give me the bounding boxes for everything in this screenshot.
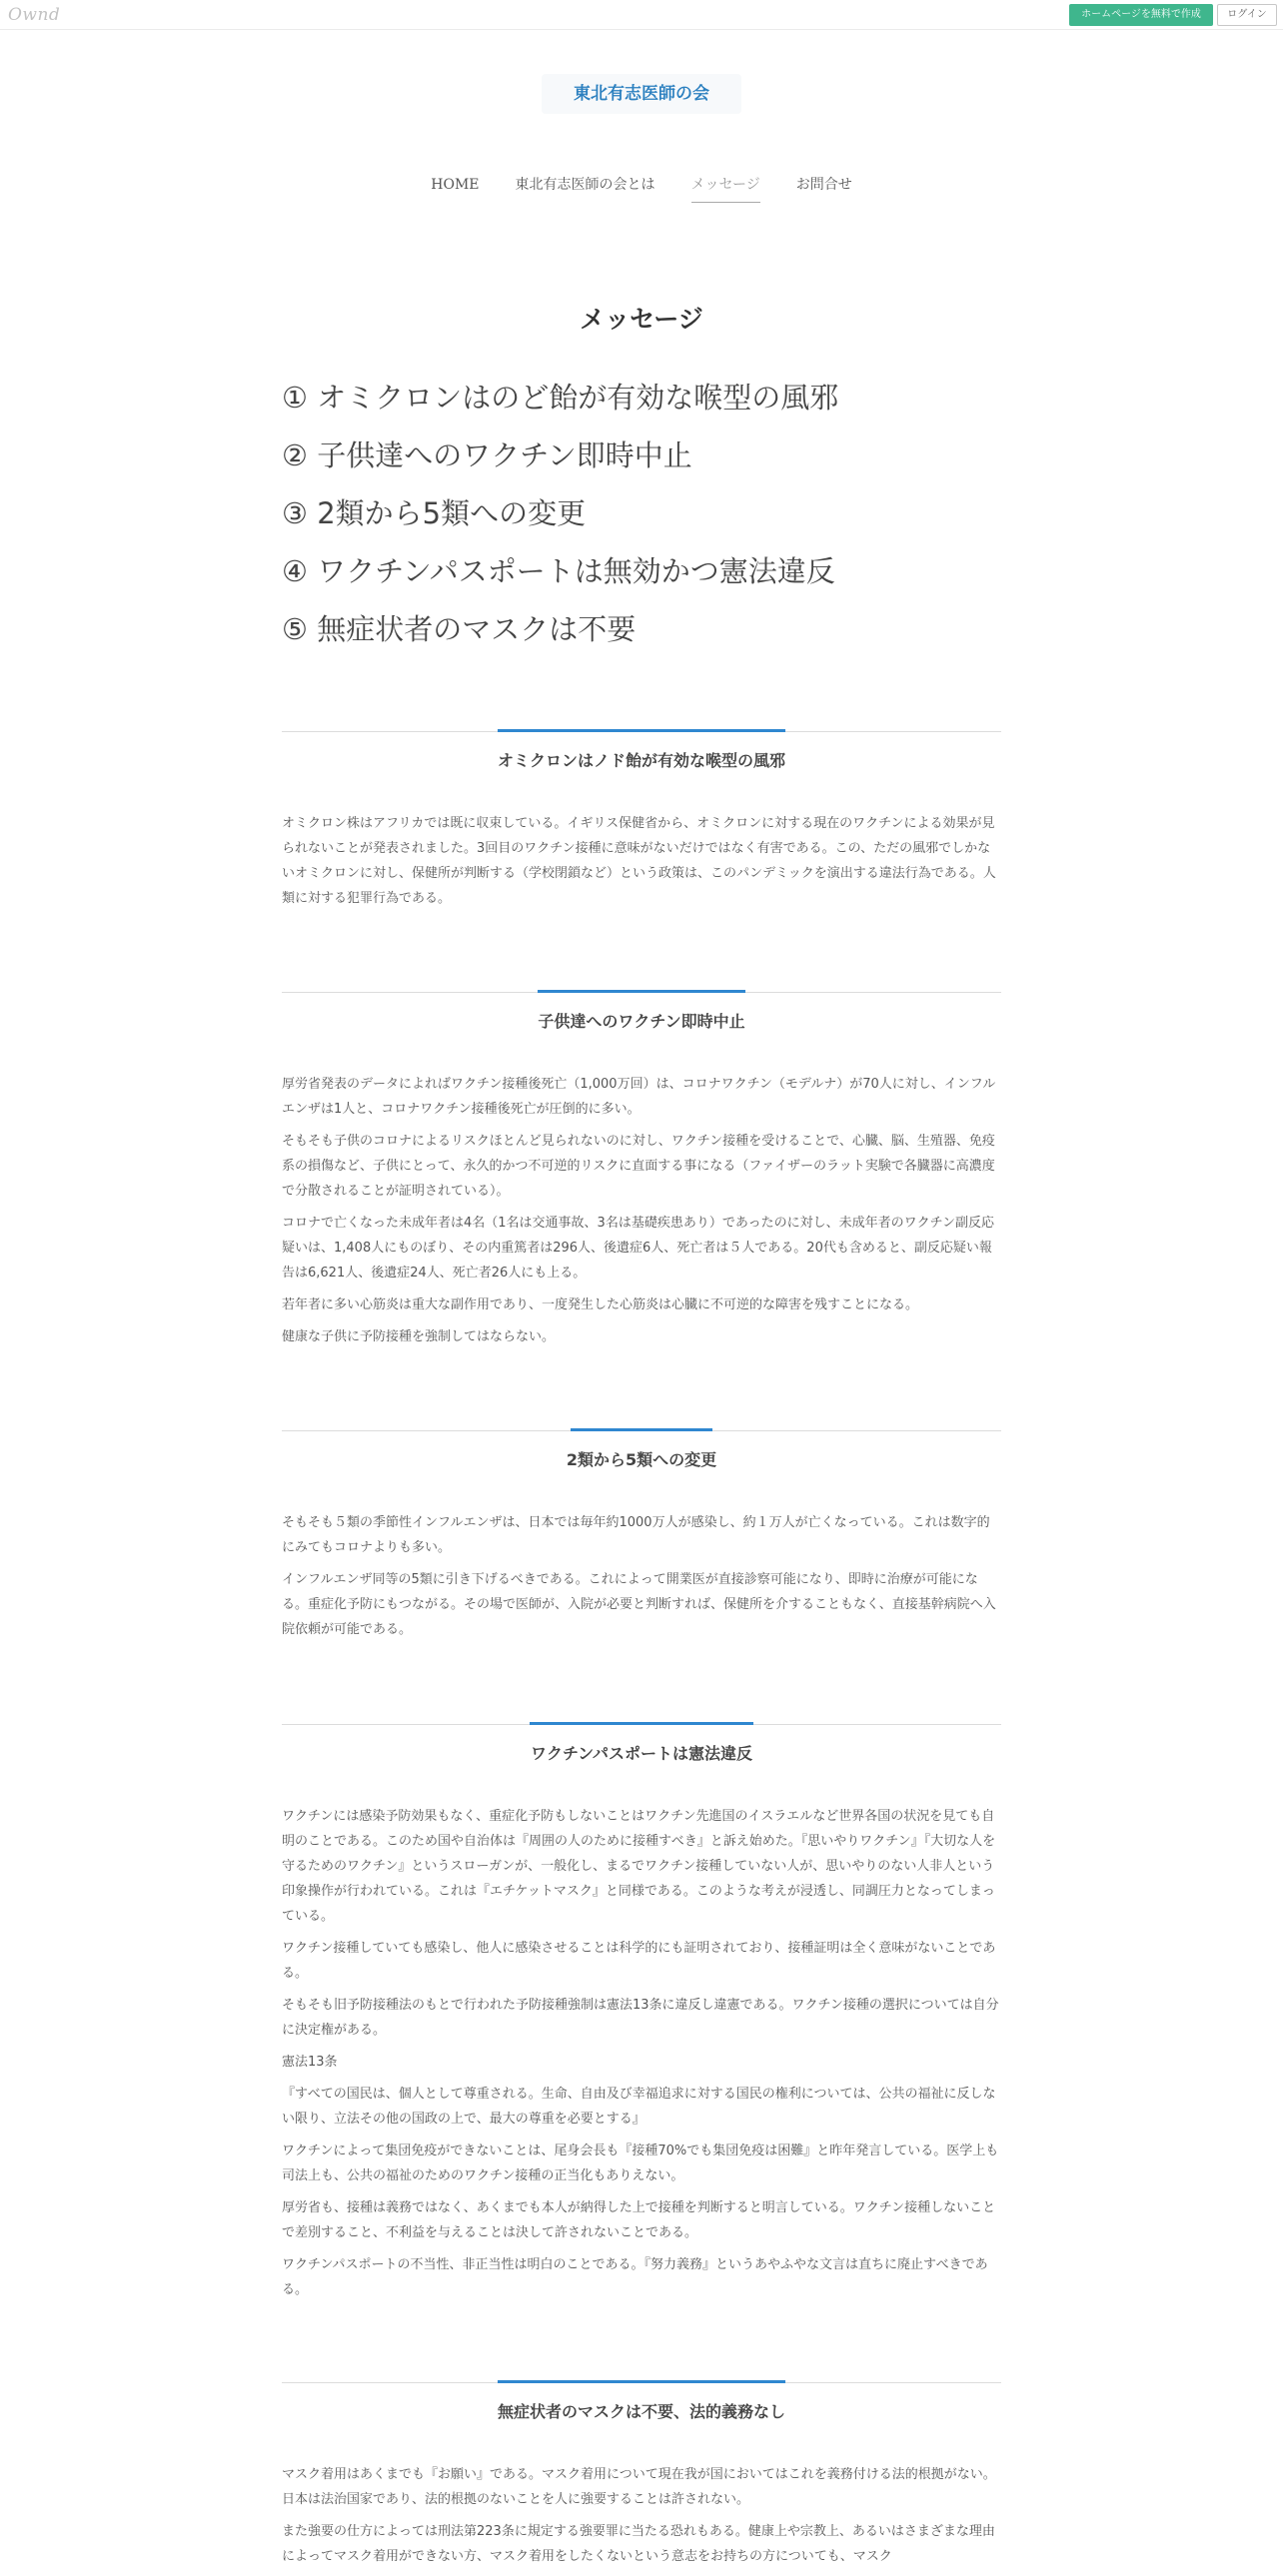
paragraph: 厚労省発表のデータによればワクチン接種後死亡（1,000万回）は、コロナワクチン（モデルナ）が70人に対し、インフルエンザは1人と、コロナワクチン接種後死亡が圧倒的に多い。 [282,1077,996,1117]
section-children-vaccine [282,992,1001,1356]
paragraph: インフルエンザ同等の5類に引き下げるべきである。これによって開業医が直接診察可能になり、即時に治療が可能になる。重症化予防にもつながる。その場で医師が、入院が必要と判断すれば、保健所を介することもなく、直接基幹病院へ入院依頼が可能である。 [282,1572,996,1637]
nav-item-about[interactable]: 東北有志医師の会とは [515,177,655,193]
section-divider [282,2382,1001,2396]
section-body [282,1510,1001,1642]
nav-item-message[interactable]: メッセージ [691,174,760,203]
paragraph: 健康な子供に予防接種を強制してはならない。 [282,1329,556,1344]
paragraph: そもそも子供のコロナによるリスクほとんど見られないのに対し、ワクチン接種を受けることで、心臓、脳、生殖器、免疫系の損傷など、子供にとって、永久的かつ不可逆的リスクに直面する事になる（ファイザーのラット実験で各臓器に高濃度で分散されることが証明されている）。 [282,1134,995,1199]
section-divider [282,1430,1001,1444]
paragraph: マスク着用はあくまでも『お願い』である。マスク着用について現在我が国においてはこれを義務付ける法的根拠がない。日本は法治国家であり、法的根拠のないことを人に強要することは許されない。 [282,2467,996,2507]
key-point: ⑤ 無症状者のマスクは不要 [282,612,637,646]
section-body [282,2462,1001,2569]
section-title: ワクチンパスポートは憲法違反 [530,1744,753,1763]
section-accent-bar [538,990,745,993]
section-body [282,811,1001,911]
section-title: 2類から5類への変更 [566,1450,717,1469]
paragraph: 厚労省も、接種は義務ではなく、あくまでも本人が納得した上で接種を判断すると明言している。ワクチン接種しないことで差別すること、不利益を与えることは決して許されないことである。 [282,2200,996,2240]
paragraph: ワクチンによって集団免疫ができないことは、尾身会長も『接種70%でも集団免疫は困難』と昨年発言している。医学上も司法上も、公共の福祉のためのワクチン接種の正当化もありえない。 [282,2144,999,2183]
section-divider [282,992,1001,1006]
key-point: ③ 2類から5類への変更 [282,496,587,530]
login-button[interactable]: ログイン [1217,4,1277,26]
section-accent-bar [571,1428,712,1431]
key-point: ④ ワクチンパスポートは無効かつ憲法違反 [282,554,835,588]
ownd-logo[interactable]: Ownd [8,5,61,25]
page-title: メッセージ [580,305,703,334]
main-nav [0,174,1283,203]
section-class-change [282,1430,1001,1649]
section-mask [282,2382,1001,2576]
paragraph: 『すべての国民は、個人として尊重される。生命、自由及び幸福追求に対する国民の権利については、公共の福祉に反しない限り、立法その他の国政の上で、最大の尊重を必要とする』 [282,2087,996,2127]
section-title: 無症状者のマスクは不要、法的義務なし [497,2402,785,2421]
section-accent-bar [530,1722,753,1725]
nav-item-home[interactable]: HOME [431,177,480,193]
paragraph: そもそも旧予防接種法のもとで行われた予防接種強制は憲法13条に違反し違憲である。ワクチン接種の選択については自分に決定権がある。 [282,1998,999,2038]
section-accent-bar [498,2380,785,2383]
site-title[interactable]: 東北有志医師の会 [542,74,741,114]
paragraph: そもそも５類の季節性インフルエンザは、日本では毎年約1000万人が感染し、約１万人が亡くなっている。これは数字的にみてもコロナよりも多い。 [282,1515,990,1555]
section-vaccine-passport [282,1724,1001,2309]
paragraph: ワクチン接種していても感染し、他人に感染させることは科学的にも証明されており、接種証明は全く意味がないことである。 [282,1941,996,1981]
paragraph: 若年者に多い心筋炎は重大な副作用であり、一度発生した心筋炎は心臓に不可逆的な障害を残すことになる。 [282,1297,919,1312]
paragraph: ワクチンパスポートの不当性、非正当性は明白のことである。『努力義務』というあやふやな文言は直ちに廃止すべきである。 [282,2257,988,2297]
section-divider [282,731,1001,745]
section-body [282,1804,1001,2302]
paragraph: オミクロン株はアフリカでは既に収束している。イギリス保健省から、オミクロンに対する現在のワクチンによる効果が見られないことが発表されました。3回目のワクチン接種に意味がないだけではなく有害である。この、ただの風邪でしかないオミクロンに対し、保健所が判断する（学校閉鎖など）という政策は、このパンデミックを演出する違法行為である。人類に対する犯罪行為である。 [282,816,996,906]
key-point: ① オミクロンはのど飴が有効な喉型の風邪 [282,381,839,415]
section-accent-bar [498,729,785,732]
top-bar [0,0,1283,30]
paragraph: また強要の仕方によっては刑法第223条に規定する強要罪に当たる恐れもある。健康上や宗教上、あるいはさまざまな理由によってマスク着用ができない方、マスク着用をしたくないという意志をお持ちの方についても、マスク [282,2524,995,2564]
create-homepage-button[interactable]: ホームページを無料で作成 [1069,4,1213,26]
paragraph: コロナで亡くなった未成年者は4名（1名は交通事故、3名は基礎疾患あり）であったのに対し、未成年者のワクチン副反応疑いは、1,408人にものぼり、その内重篤者は296人、後遺症6人、死亡者は５人である。20代も含めると、副反応疑い報告は6,621人、後遺症24人、死亡者26人にも上る。 [282,1216,995,1281]
section-omicron [282,731,1001,918]
key-point: ② 子供達へのワクチン即時中止 [282,438,692,472]
paragraph: ワクチンには感染予防効果もなく、重症化予防もしないことはワクチン先進国のイスラエルなど世界各国の状況を見ても自明のことである。このため国や自治体は『周囲の人のために接種すべき』と訴え始めた。『思いやりワクチン』『大切な人を守るためのワクチン』というスローガンが、一般化し、まるでワクチン接種していない人が、思いやりのない人非人という印象操作が行われている。これは『エチケットマスク』と同様である。このような考えが浸透し、同調圧力となってしまっている。 [282,1809,996,1924]
nav-item-contact[interactable]: お問合せ [795,177,852,193]
paragraph: 憲法13条 [282,2055,338,2070]
key-points [282,378,1001,667]
section-title: 子供達へのワクチン即時中止 [538,1012,745,1031]
section-divider [282,1724,1001,1738]
section-body [282,1072,1001,1349]
section-title: オミクロンはノド飴が有効な喉型の風邪 [497,751,785,770]
